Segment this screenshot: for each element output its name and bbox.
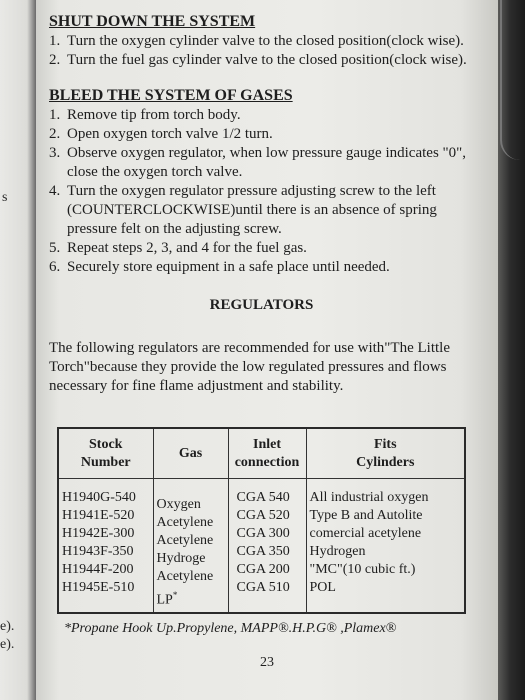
table-row bbox=[59, 479, 464, 613]
list-item: 2. Open oxygen torch valve 1/2 turn. bbox=[49, 126, 273, 142]
shutdown-heading: SHUT DOWN THE SYSTEM bbox=[49, 13, 256, 30]
inlet-connection-column: CGA 540 CGA 520 CGA 300 CGA 350 CGA 200 CGA 510 bbox=[228, 479, 306, 613]
regulators-title: REGULATORS bbox=[209, 297, 314, 313]
shutdown-steps bbox=[49, 32, 474, 70]
stock-number-column: H1940G-540 H1941E-520 H1942E-300 H1943F-350 H1944F-200 H1945E-510 bbox=[59, 479, 153, 613]
background-surface bbox=[498, 0, 525, 700]
bleed-heading: BLEED THE SYSTEM OF GASES bbox=[49, 87, 293, 104]
list-item: 3. Observe oxygen regulator, when low pressure gauge indicates "0", close the oxygen torch valve. bbox=[49, 145, 467, 180]
adjacent-left-page bbox=[0, 0, 36, 700]
bleed-steps bbox=[49, 106, 474, 277]
table-header-row bbox=[59, 429, 464, 479]
header-fits-cylinders: Fits Cylinders bbox=[306, 429, 464, 479]
propane-footnote: *Propane Hook Up.Propylene, MAPP®.H.P.G® ,Plamex® bbox=[64, 621, 397, 636]
list-item: 4. Turn the oxygen regulator pressure adjusting screw to the left (COUNTERCLOCKWISE)until there is an absence of spring pressure felt on the adjusting screw. bbox=[49, 183, 437, 237]
regulators-intro: The following regulators are recommended for use with"The Little Torch"because they provide the low regulated pressures and flows necessary for fine flame adjustment and stability. bbox=[49, 340, 450, 394]
left-page-fragment: s bbox=[2, 190, 8, 205]
header-inlet-connection: Inlet connection bbox=[228, 429, 306, 479]
list-item: 1. Turn the oxygen cylinder valve to the closed position(clock wise). bbox=[49, 33, 464, 49]
page-number: 23 bbox=[260, 655, 274, 670]
list-item: 2. Turn the fuel gas cylinder valve to the closed position(clock wise). bbox=[49, 52, 467, 68]
list-item: 5. Repeat steps 2, 3, and 4 for the fuel gas. bbox=[49, 240, 307, 256]
gas-column: Oxygen Acetylene Acetylene Hydroge Acetylene LP* bbox=[153, 479, 228, 613]
header-stock-number: Stock Number bbox=[59, 429, 153, 479]
header-gas: Gas bbox=[153, 429, 228, 479]
list-item: 1. Remove tip from torch body. bbox=[49, 107, 241, 123]
left-page-fragment: e). bbox=[0, 619, 15, 634]
list-item: 6. Securely store equipment in a safe place until needed. bbox=[49, 259, 390, 275]
manual-page bbox=[36, 0, 498, 700]
left-page-fragment: e). bbox=[0, 637, 15, 652]
regulators-table bbox=[57, 427, 466, 614]
page-content bbox=[49, 12, 474, 396]
fits-cylinders-column: All industrial oxygen Type B and Autolite comercial acetylene Hydrogen "MC"(10 cubic ft.) POL bbox=[309, 490, 429, 595]
cable-shape bbox=[500, 0, 524, 160]
